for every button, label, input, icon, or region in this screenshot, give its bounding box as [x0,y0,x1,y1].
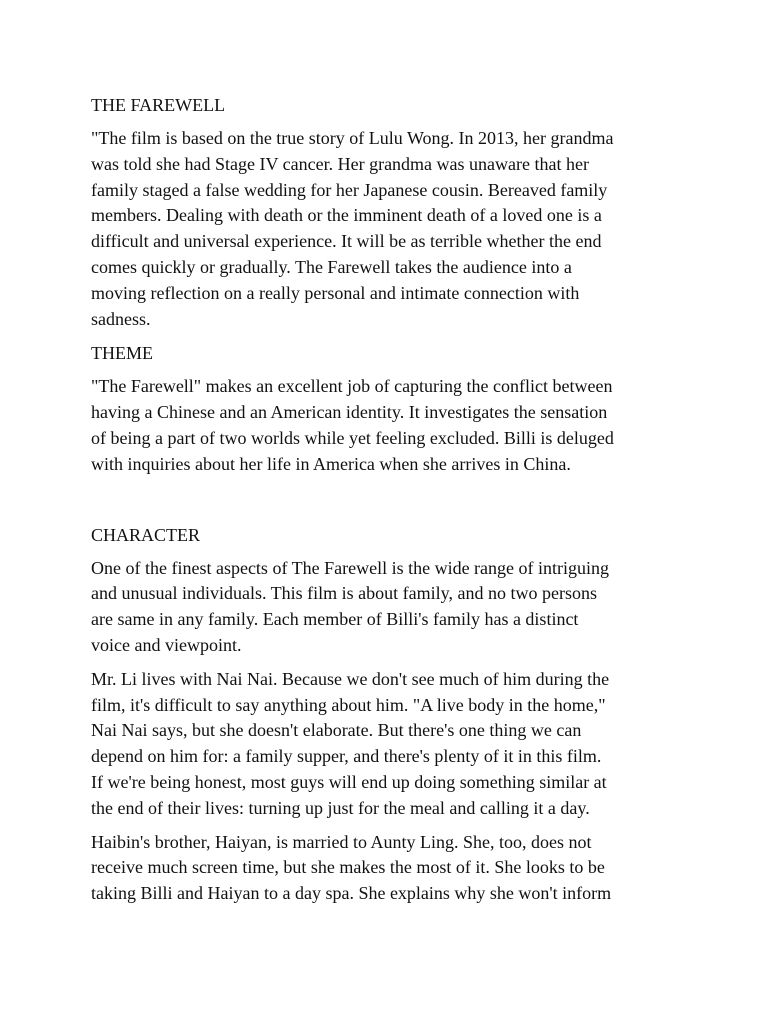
text-line: sadness. [91,308,151,329]
text-line: moving reflection on a really personal and intimate connection with [91,282,580,303]
paragraph-character-overview [91,556,691,659]
text-line: of being a part of two worlds while yet feeling excluded. Billi is deluged [91,427,614,448]
section-heading-theme: THEME [91,343,153,364]
text-line: Nai Nai says, but she doesn't elaborate. But there's one thing we can [91,720,582,741]
text-line: voice and viewpoint. [91,634,242,655]
text-line: taking Billi and Haiyan to a day spa. She explains why she won't inform [91,883,612,904]
section-heading-character: CHARACTER [91,524,201,545]
section-heading-the-farewell: THE FAREWELL [91,95,226,115]
paragraph-aunty-ling [91,830,691,907]
text-line: depend on him for: a family supper, and there's plenty of it in this film. [91,746,602,767]
text-line: film, it's difficult to say anything about him. "A live body in the home," [91,694,606,715]
text-line: comes quickly or gradually. The Farewell takes the audience into a [91,256,572,277]
text-line: was told she had Stage IV cancer. Her grandma was unaware that her [91,153,589,174]
text-line: having a Chinese and an American identity. It investigates the sensation [91,402,608,423]
text-line: with inquiries about her life in America when she arrives in China. [91,453,571,474]
text-line: Mr. Li lives with Nai Nai. Because we don't see much of him during the [91,668,610,689]
text-line: and unusual individuals. This film is about family, and no two persons [91,583,597,604]
text-line: "The film is based on the true story of Lulu Wong. In 2013, her grandma [91,128,614,148]
document-page [91,92,691,907]
text-line: receive much screen time, but she makes the most of it. She looks to be [91,857,605,878]
text-line: "The Farewell" makes an excellent job of capturing the conflict between [91,376,613,397]
text-line: Haibin's brother, Haiyan, is married to Aunty Ling. She, too, does not [91,831,592,852]
paragraph-theme [91,374,691,477]
text-line: members. Dealing with death or the imminent death of a loved one is a [91,205,602,226]
paragraph-intro [91,126,691,332]
text-line: One of the finest aspects of The Farewell is the wide range of intriguing [91,557,610,578]
text-line: family staged a false wedding for her Japanese cousin. Bereaved family [91,179,608,200]
paragraph-mr-li [91,667,691,822]
text-line: are same in any family. Each member of Billi's family has a distinct [91,609,579,630]
text-line: If we're being honest, most guys will end up doing something similar at [91,771,607,792]
text-line: difficult and universal experience. It will be as terrible whether the end [91,231,602,252]
text-line: the end of their lives: turning up just for the meal and calling it a day. [91,797,590,818]
